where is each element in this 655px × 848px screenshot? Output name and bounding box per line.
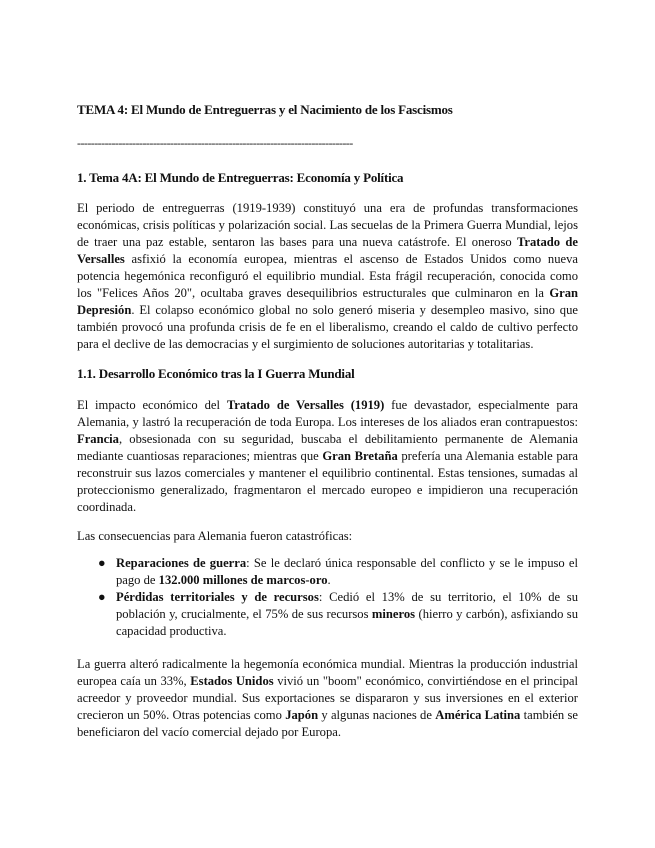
bold-text: Estados Unidos: [190, 674, 274, 688]
text-run: prefería una Alemania estable para reconstruir sus lazos comerciales y mantener el equilibrio continental. Estas tensiones, sumadas al proteccionismo generalizado, fragmentaron el mercado europeo e impidieron una recuperación coordinada.: [77, 449, 578, 514]
bullet-icon: ●: [98, 556, 106, 570]
bold-text: Tratado de Versalles: [77, 235, 578, 266]
section-1-1-paragraph-1: [77, 397, 578, 516]
text-run: , obsesionada con su seguridad, buscaba el debilitamiento permanente de Alemania mediante cuantiosas reparaciones; mientras que: [77, 432, 578, 463]
bold-text: 132.000 millones de marcos-oro: [158, 573, 328, 587]
document-title: TEMA 4: El Mundo de Entreguerras y el Nacimiento de los Fascismos: [77, 102, 453, 117]
bold-text: Gran Depresión: [77, 286, 578, 317]
bold-text: Tratado de Versalles (1919): [226, 398, 385, 412]
bullet-icon: ●: [98, 590, 106, 604]
text-run: asfixió la economía europea, mientras el ascenso de Estados Unidos como nueva potencia hegemónica reconfiguró el equilibrio mundial. Esta frágil recuperación, conocida como los "Felices Años 20", ocultaba graves desequilibrios estructurales que culminaron en la: [77, 252, 578, 300]
bold-text: Japón: [285, 708, 319, 722]
section-1-1-paragraph-3: [77, 656, 578, 741]
list-item-text: [116, 556, 578, 587]
text-run: El periodo de entreguerras (1919-1939) constituyó una era de profundas transformaciones económicas, crisis políticas y polarización social. Las secuelas de la Primera Guerra Mundial, lejos de traer una paz estable, sentaron las bases para una nueva catástrofe. El oneroso: [77, 201, 578, 249]
list-item: [77, 555, 578, 589]
consequences-list: [77, 555, 578, 640]
text-run: vivió un "boom" económico, convirtiéndose en el principal acreedor y proveedor mundial. Sus exportaciones se dispararon y sus inversiones en el exterior crecieron un 50%. Otras potencias como: [77, 674, 578, 722]
section-1-heading: 1. Tema 4A: El Mundo de Entreguerras: Economía y Política: [77, 170, 404, 185]
section-1-paragraph: [77, 200, 578, 353]
text-run: La guerra alteró radicalmente la hegemonía económica mundial. Mientras la producción industrial europea caía un 33%,: [77, 657, 578, 688]
text-run: también se beneficiaron del vacío comercial dejado por Europa.: [77, 708, 578, 739]
list-item-text: [116, 590, 578, 638]
text-run: y algunas naciones de: [318, 708, 436, 722]
bold-text: mineros: [371, 607, 416, 621]
text-run: (hierro y carbón), asfixiando su capacidad productiva.: [116, 607, 578, 638]
bold-text: Pérdidas territoriales y de recursos: [116, 590, 319, 604]
section-1-1-heading: 1.1. Desarrollo Económico tras la I Guerra Mundial: [77, 366, 355, 381]
bold-text: Reparaciones de guerra: [116, 556, 247, 570]
text-run: .: [327, 573, 331, 587]
list-item: [77, 589, 578, 640]
text-run: : Se le declaró única responsable del conflicto y se le impuso el pago de: [116, 556, 578, 587]
text-run: Las consecuencias para Alemania fueron catastróficas:: [77, 529, 353, 543]
section-1-1-paragraph-2: [77, 528, 578, 545]
bold-text: América Latina: [435, 708, 521, 722]
text-run: . El colapso económico global no solo generó miseria y desempleo masivo, sino que también provocó una profunda crisis de fe en el liberalismo, creando el caldo de cultivo perfecto para el declive de las democracias y el surgimiento de soluciones autoritarias y totalitarias.: [77, 303, 578, 351]
bold-text: Francia: [77, 432, 119, 446]
separator-line: --------------------------------------------------------------------------------: [77, 136, 353, 150]
text-run: El impacto económico del: [77, 398, 227, 412]
text-run: fue devastador, especialmente para Alemania, y lastró la recuperación de toda Europa. Los intereses de los aliados eran contrapuestos:: [77, 398, 578, 429]
bold-text: Gran Bretaña: [322, 449, 398, 463]
text-run: : Cedió el 13% de su territorio, el 10% de su población y, crucialmente, el 75% de sus recursos: [116, 590, 578, 621]
